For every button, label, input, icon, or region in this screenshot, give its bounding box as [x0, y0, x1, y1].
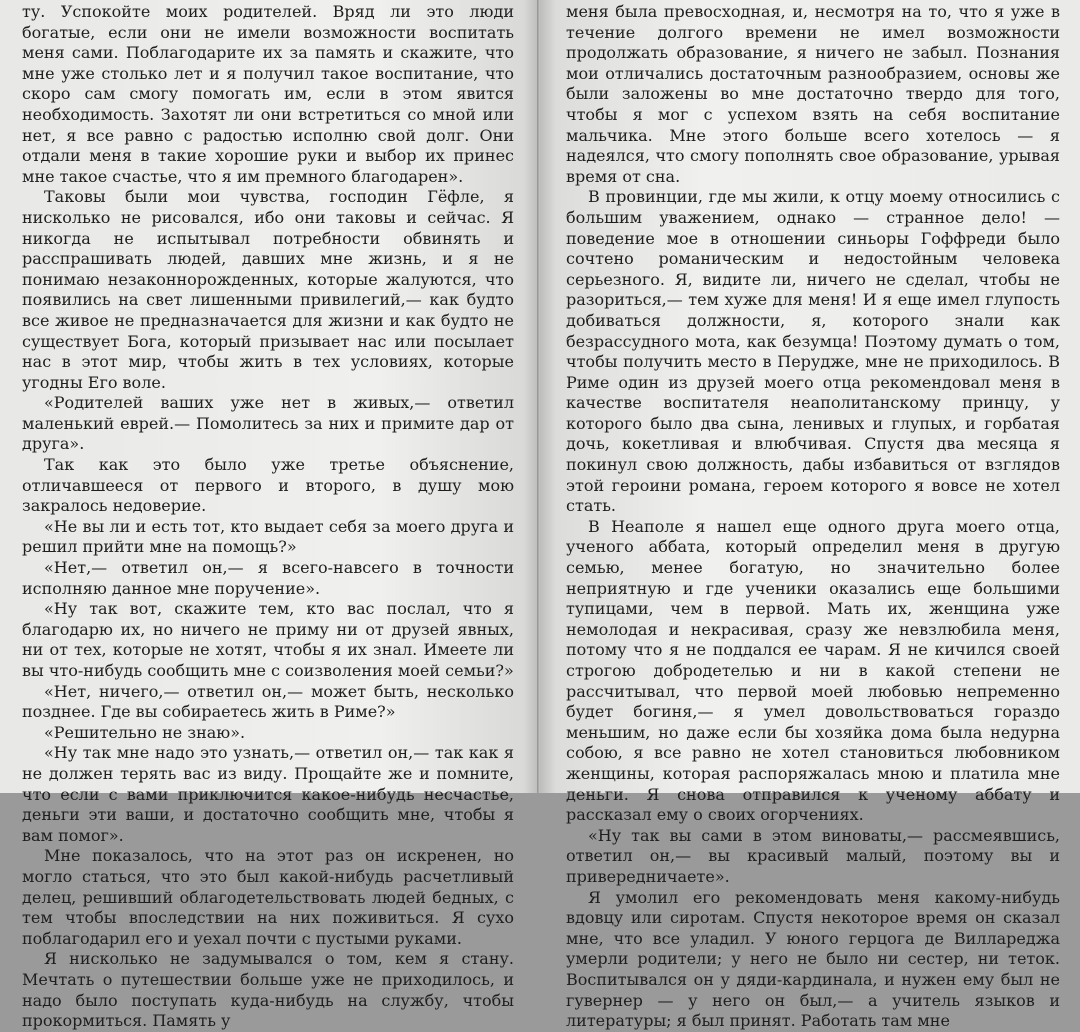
- paragraph: «Ну так мне надо это узнать,— ответил он,— так как я не должен терять вас из виду. Прощайте же и помните, что если с вами приключится какое-нибудь несчастье, деньги эти ваши, и достаточно сообщить мне, чтобы я вам помог».: [22, 743, 514, 845]
- paragraph: «Не вы ли и есть тот, кто выдает себя за моего друга и решил прийти мне на помощь?»: [22, 516, 514, 557]
- paragraph: Таковы были мои чувства, господин Гёфле, я нисколько не рисовался, ибо они таковы и сейчас. Я никогда не испытывал потребности обвинять и расспрашивать людей, давших мне жизнь, и я не понимаю незаконнорожденных, которые жалуются, что появились на свет лишенными привилегий,— как будто все живое не предназначается для жизни и как будто не существует Бога, который призывает нас или посылает нас в этот мир, чтобы жить в тех условиях, которые угодны Его воле.: [22, 187, 514, 392]
- paragraph: «Нет, ничего,— ответил он,— может быть, несколько позднее. Где вы собираетесь жить в Риме?»: [22, 681, 514, 722]
- paragraph: меня была превосходная, и, несмотря на то, что я уже в течение долгого времени не имел возможности продолжать образование, я ничего не забыл. Познания мои отличались достаточным разнообразием, основы же были заложены во мне достаточно твердо для того, чтобы я мог с успехом взять на себя воспитание мальчика. Мне этого больше всего хотелось — я надеялся, что смогу пополнять свое образование, урывая время от сна.: [566, 2, 1060, 186]
- paragraph: Я нисколько не задумывался о том, кем я стану. Мечтать о путешествии больше уже не приходилось, и надо было поступать куда-нибудь на службу, чтобы прокормиться. Память у: [22, 949, 514, 1031]
- paragraph: ту. Успокойте моих родителей. Вряд ли это люди богатые, если они не имели возможности воспитать меня сами. Поблагодарите их за память и скажите, что мне уже столько лет и я получил такое воспитание, что скоро сам смогу помогать им, если в этом явится необходимость. Захотят ли они встретиться со мной или нет, я все равно с радостью исполню свой долг. Они отдали меня в такие хорошие руки и выбор их принес мне такое счастье, что я им премного благодарен».: [22, 2, 514, 186]
- paragraph: В Неаполе я нашел еще одного друга моего отца, ученого аббата, который определил меня в другую семью, менее богатую, но значительно более неприятную и где ученики оказались еще большими тупицами, чем в первой. Мать их, женщина уже немолодая и некрасивая, сразу же невзлюбила меня, потому что я не поддался ее чарам. Я не кичился своей строгою добродетелью и ни в какой степени не рассчитывал, что первой моей любовью непременно будет богиня,— я умел довольствоваться гораздо меньшим, но даже если бы хозяйка дома была недурна собою, я все равно не хотел становиться любовником женщины, которая распоряжалась мною и платила мне деньги. Я снова отправился к ученому аббату и рассказал ему о своих огорчениях.: [566, 516, 1060, 825]
- paragraph: Так как это было уже третье объяснение, отличавшееся от первого и второго, в душу мою закралось недоверие.: [22, 455, 514, 516]
- paragraph: Мне показалось, что на этот раз он искренен, но могло статься, что это был какой-нибудь расчетливый делец, решивший облагодетельствовать людей бедных, с тем чтобы впоследствии на них поживиться. Я сухо поблагодарил его и уехал почти с пустыми руками.: [22, 846, 514, 948]
- paragraph: В провинции, где мы жили, к отцу моему относились с большим уважением, однако — странное дело! — поведение мое в отношении синьоры Гоффреди было сочтено романическим и недостойным человека серьезного. Я, видите ли, ничего не сделал, чтобы не разориться,— тем хуже для меня! И я еще имел глупость добиваться должности, я, которого знали как безрассудного мота, как безумца! Поэтому думать о том, чтобы получить место в Перудже, мне не приходилось. В Риме один из друзей моего отца рекомендовал меня в качестве воспитателя неаполитанскому принцу, у которого было два сына, ленивых и глупых, и горбатая дочь, кокетливая и влюбчивая. Спустя два месяца я покинул свою должность, дабы избавиться от взглядов этой героини романа, героем которого я вовсе не хотел стать.: [566, 187, 1060, 516]
- paragraph: «Родителей ваших уже нет в живых,— ответил маленький еврей.— Помолитесь за них и примите дар от друга».: [22, 393, 514, 454]
- paragraph: «Решительно не знаю».: [44, 722, 246, 742]
- left-page: [0, 0, 540, 1031]
- paragraph: Я умолил его рекомендовать меня какому-нибудь вдовцу или сиротам. Спустя некоторое время он сказал мне, что все уладил. У юного герцога де Виллареджа умерли родители; у него не было ни сестер, ни теток. Воспитывался он у дяди-кардинала, и нужен ему был не гувернер — у него он был,— а учитель языков и литературы; я был принят. Работать там мне: [566, 887, 1060, 1031]
- paragraph: «Ну так вы сами в этом виноваты,— рассмеявшись, ответил он,— вы красивый малый, поэтому вы и привередничаете».: [566, 825, 1060, 886]
- paragraph: «Ну так вот, скажите тем, кто вас послал, что я благодарю их, но ничего не приму ни от друзей явных, ни от тех, которые не хотят, чтобы я их знал. Имеете ли вы что-нибудь сообщить мне с соизволения моей семьи?»: [22, 599, 514, 680]
- paragraph: «Нет,— ответил он,— я всего-навсего в точности исполняю данное мне поручение».: [22, 558, 514, 598]
- right-page: [540, 0, 1080, 1031]
